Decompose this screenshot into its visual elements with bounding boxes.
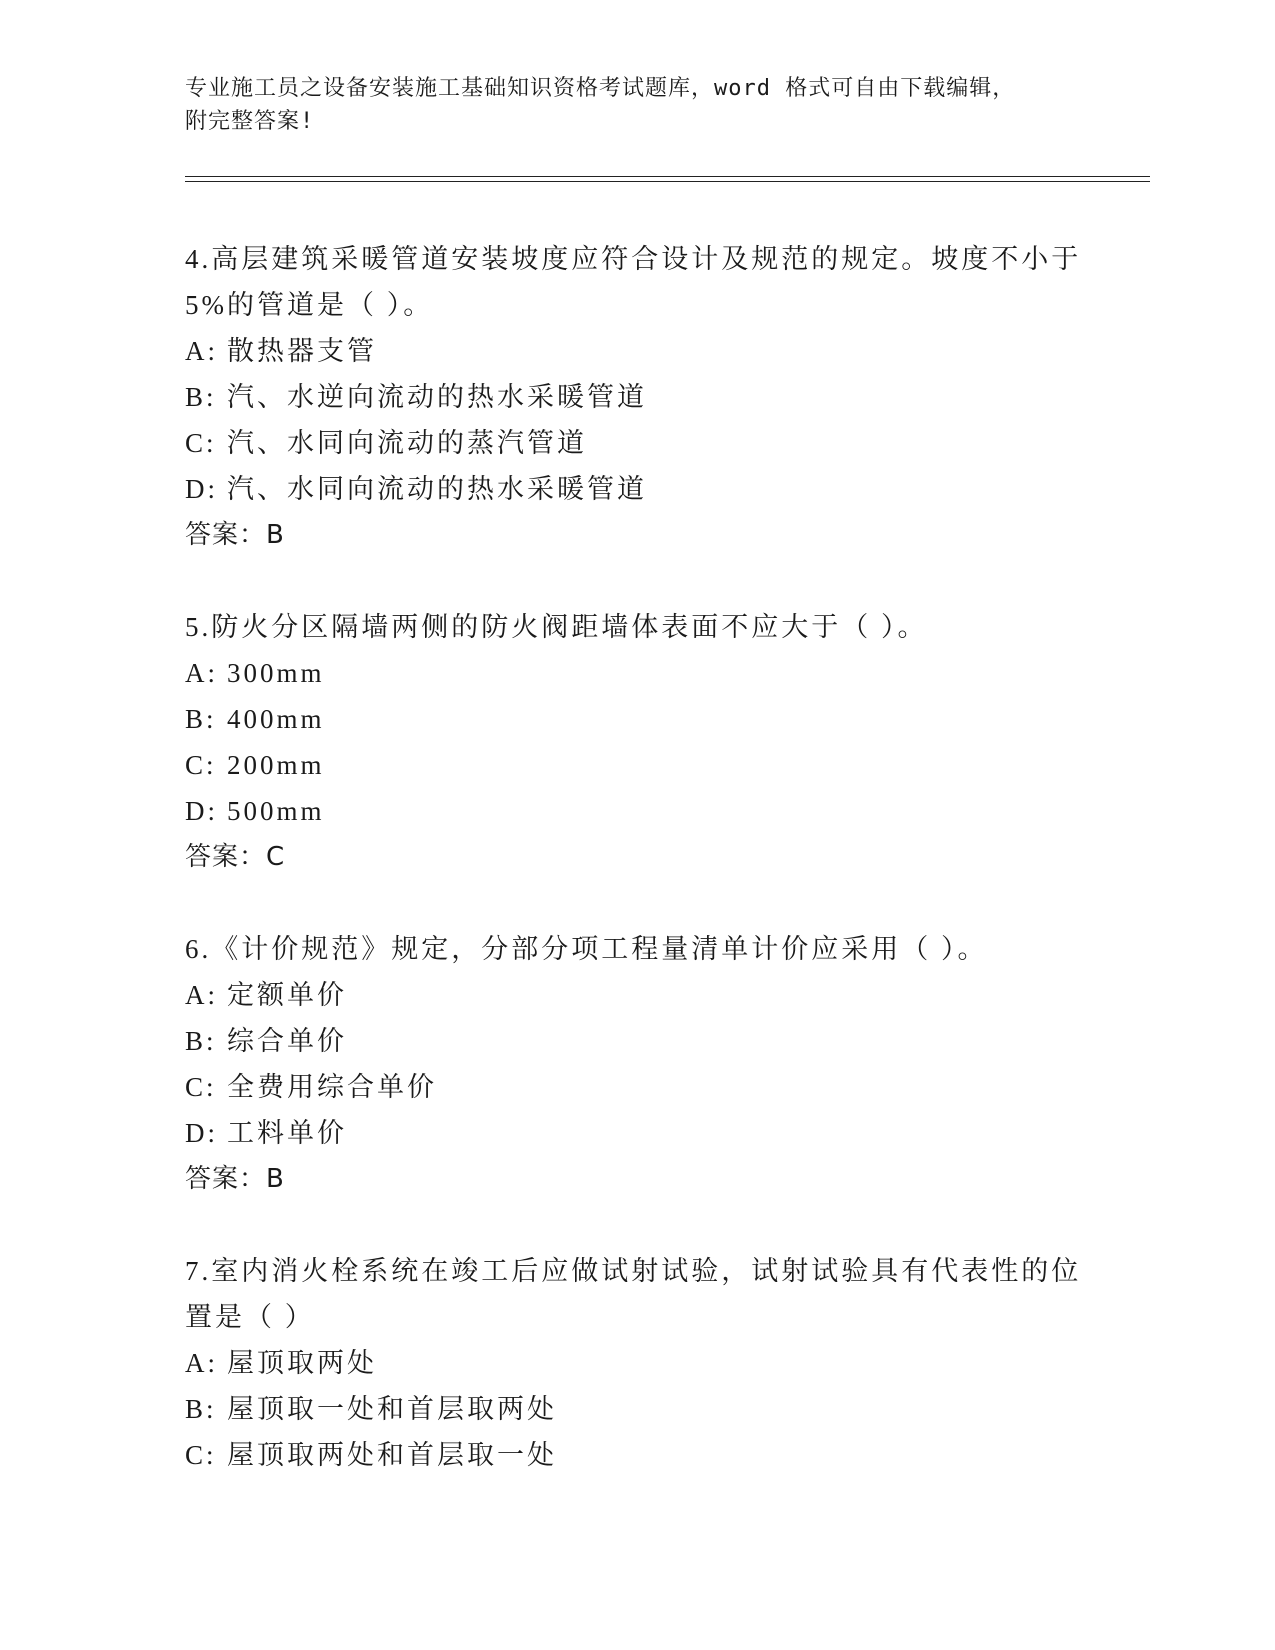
question-stem-line: 5%的管道是（ ）。 — [185, 290, 434, 320]
question-stem — [185, 604, 1085, 650]
option-text: 汽、水同向流动的热水采暖管道 — [227, 474, 647, 504]
question-stem-line: 7.室内消火栓系统在竣工后应做试射试验，试射试验具有代表性的位 — [185, 1256, 1082, 1286]
option-a — [185, 650, 1085, 696]
option-text: 定额单价 — [227, 980, 347, 1010]
option-text: 屋顶取两处和首层取一处 — [227, 1440, 557, 1470]
option-a — [185, 1340, 1085, 1386]
option-letter: B: — [185, 704, 217, 734]
option-text: 汽、水同向流动的蒸汽管道 — [227, 428, 587, 458]
option-c — [185, 420, 1085, 466]
option-text: 汽、水逆向流动的热水采暖管道 — [227, 382, 647, 412]
option-b — [185, 696, 1085, 742]
option-c — [185, 1064, 1085, 1110]
option-letter: B: — [185, 382, 217, 412]
question-stem-line: 置是（ ） — [185, 1302, 315, 1332]
answer-label: 答案：C — [185, 842, 286, 872]
header-line-1: 专业施工员之设备安装施工基础知识资格考试题库，word 格式可自由下载编辑， — [185, 76, 1016, 101]
option-letter: A: — [185, 980, 218, 1010]
option-letter: C: — [185, 428, 217, 458]
option-letter: C: — [185, 1440, 217, 1470]
question-stem — [185, 1248, 1085, 1340]
option-text: 屋顶取两处 — [227, 1348, 377, 1378]
option-text: 300mm — [227, 658, 325, 688]
option-a — [185, 972, 1085, 1018]
option-letter: C: — [185, 750, 217, 780]
option-d — [185, 788, 1085, 834]
question-item — [185, 1248, 1085, 1478]
option-b — [185, 1018, 1085, 1064]
option-b — [185, 374, 1085, 420]
header-line-2: 附完整答案! — [185, 109, 315, 134]
option-text: 散热器支管 — [227, 336, 377, 366]
document-header — [185, 72, 1065, 138]
question-list — [185, 236, 1085, 1524]
question-item — [185, 236, 1085, 558]
answer-label: 答案：B — [185, 520, 285, 550]
option-letter: B: — [185, 1394, 217, 1424]
option-d — [185, 1110, 1085, 1156]
option-text: 综合单价 — [227, 1026, 347, 1056]
question-stem-line: 6.《计价规范》规定，分部分项工程量清单计价应采用（ ）。 — [185, 934, 988, 964]
question-stem — [185, 926, 1085, 972]
question-item — [185, 926, 1085, 1202]
option-b — [185, 1386, 1085, 1432]
answer-label: 答案：B — [185, 1164, 285, 1194]
option-d — [185, 466, 1085, 512]
option-letter: B: — [185, 1026, 217, 1056]
header-divider-bottom — [185, 181, 1150, 182]
option-letter: A: — [185, 658, 218, 688]
option-text: 全费用综合单价 — [227, 1072, 437, 1102]
option-text: 400mm — [227, 704, 325, 734]
option-a — [185, 328, 1085, 374]
question-stem-line: 5.防火分区隔墙两侧的防火阀距墙体表面不应大于（ ）。 — [185, 612, 928, 642]
question-stem-line: 4.高层建筑采暖管道安装坡度应符合设计及规范的规定。坡度不小于 — [185, 244, 1082, 274]
option-text: 200mm — [227, 750, 325, 780]
option-text: 工料单价 — [227, 1118, 347, 1148]
option-text: 屋顶取一处和首层取两处 — [227, 1394, 557, 1424]
option-letter: D: — [185, 474, 218, 504]
option-letter: A: — [185, 1348, 218, 1378]
option-letter: A: — [185, 336, 218, 366]
question-item — [185, 604, 1085, 880]
option-c — [185, 1432, 1085, 1478]
option-letter: C: — [185, 1072, 217, 1102]
option-text: 500mm — [227, 796, 325, 826]
question-stem — [185, 236, 1085, 328]
option-c — [185, 742, 1085, 788]
header-divider-top — [185, 176, 1150, 177]
option-letter: D: — [185, 796, 218, 826]
option-letter: D: — [185, 1118, 218, 1148]
